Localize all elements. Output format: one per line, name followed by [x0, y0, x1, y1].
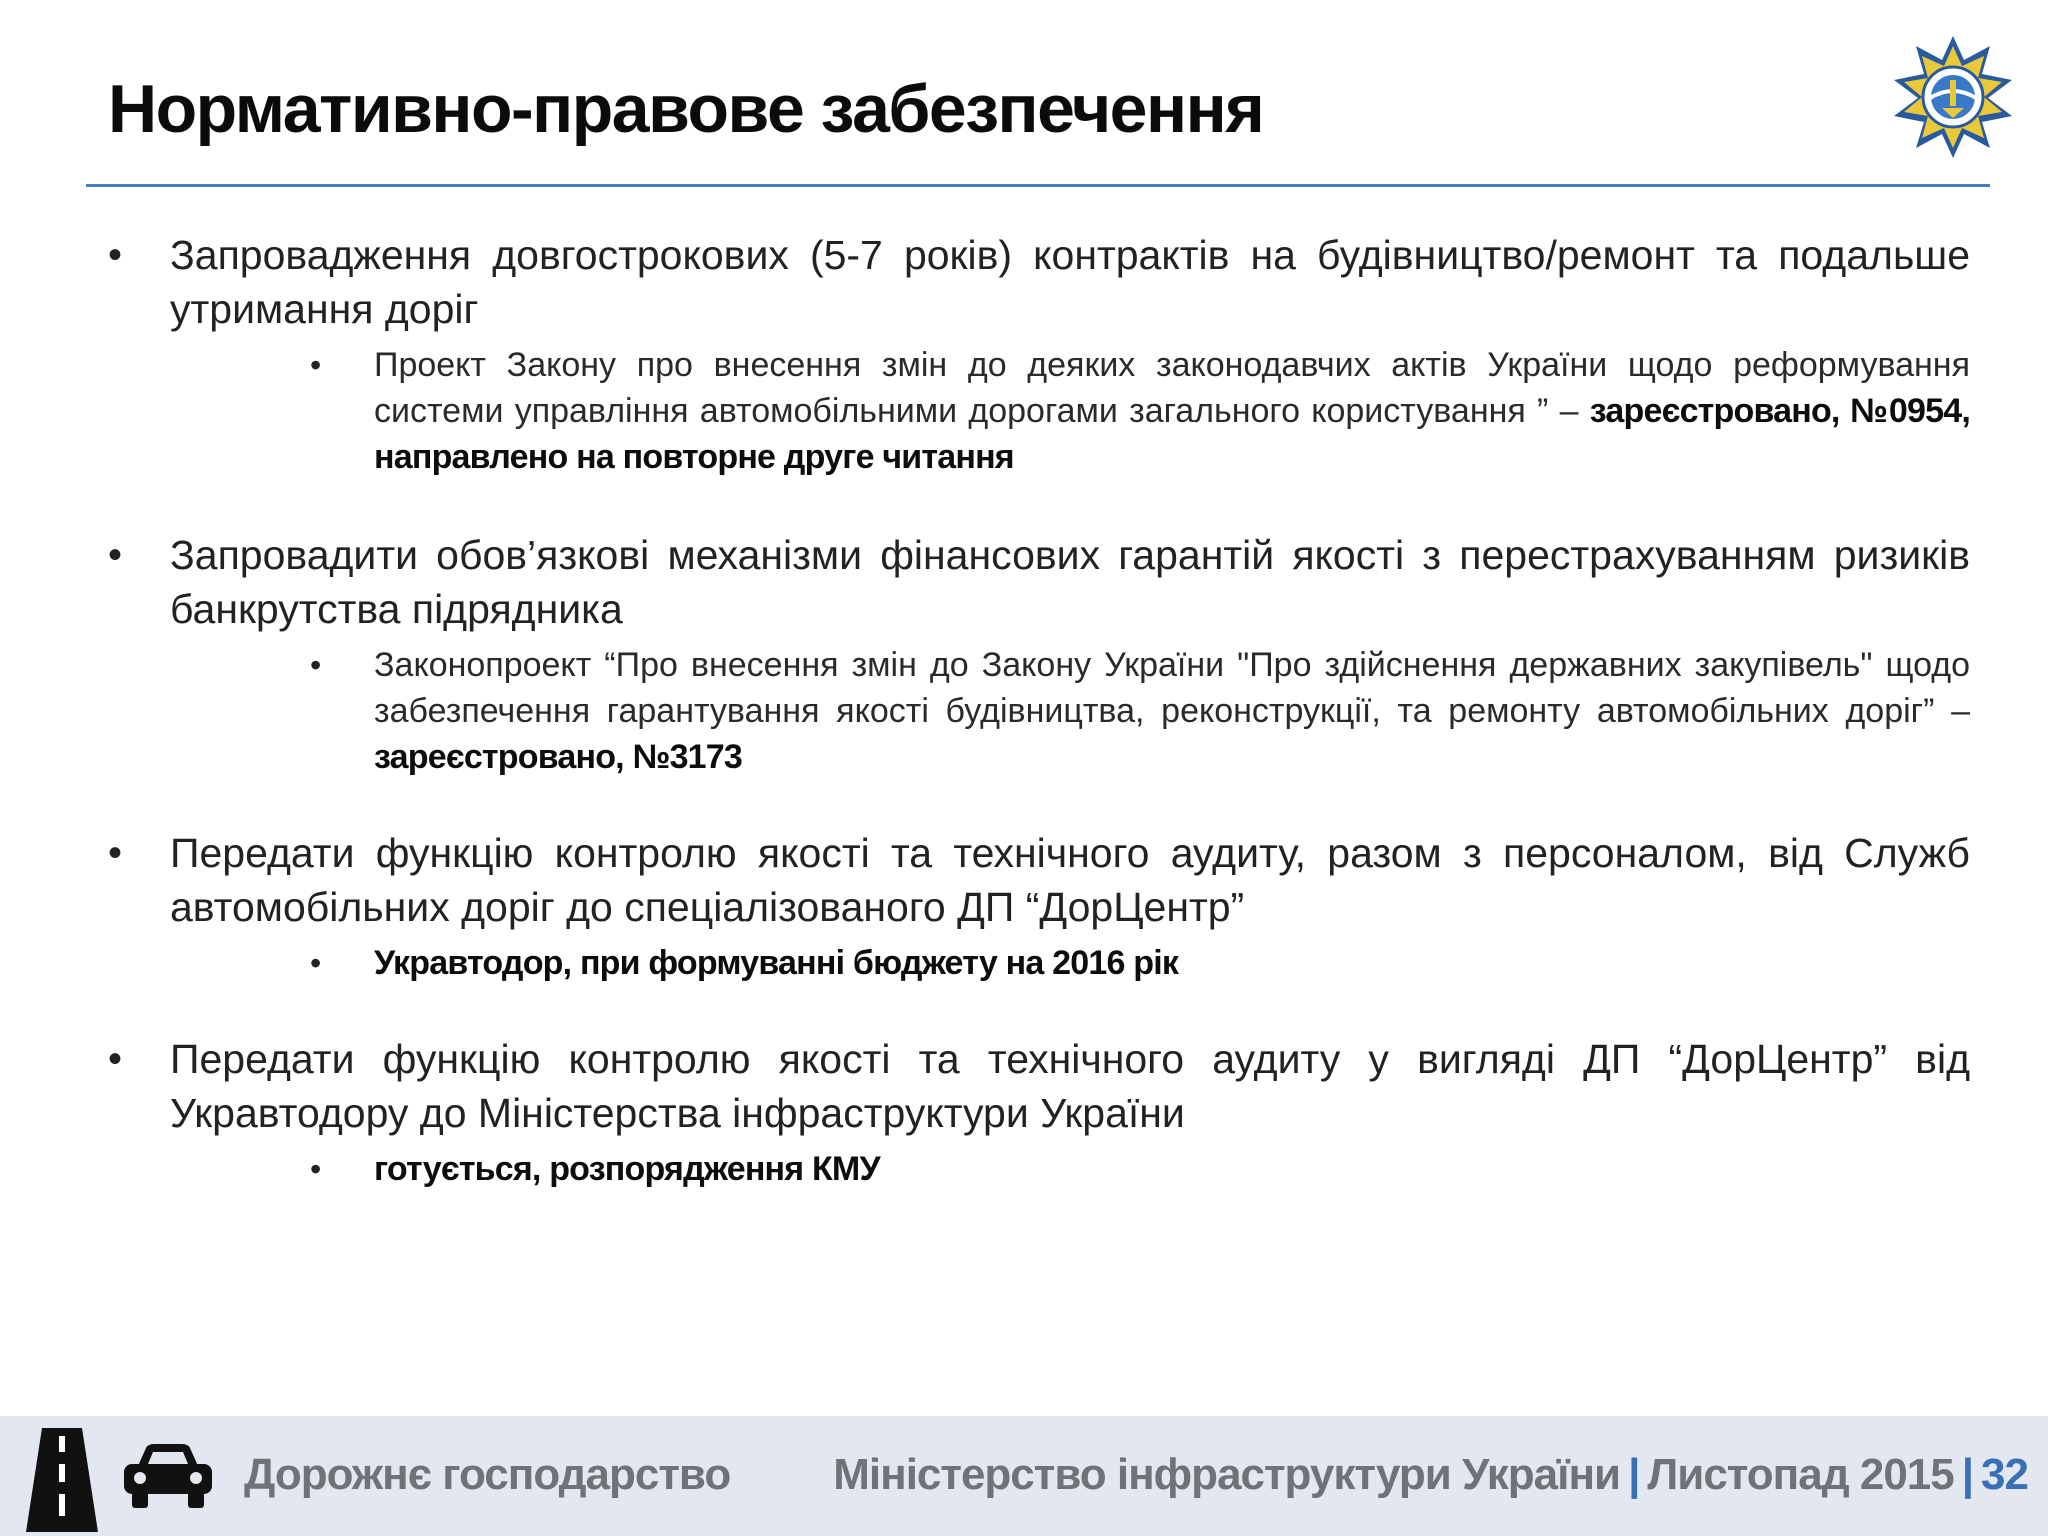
bullet-item: [108, 826, 1970, 986]
sub-bullet-item: [310, 342, 1970, 480]
road-icon: [26, 1428, 98, 1532]
sub-bullet-item: [310, 1146, 1970, 1192]
bullet-text: Запровадження довгострокових (5-7 років) контрактів на будівництво/ремонт та подальше утримання доріг: [170, 232, 1970, 332]
bullet-item: [108, 228, 1970, 480]
sub-bullet-status: зареєстровано, №0954, направлено на повторне друге читання: [374, 392, 1970, 476]
ministry-emblem-icon: [1890, 34, 2016, 160]
sub-bullet-marker: •: [310, 945, 322, 981]
bullet-item: [108, 528, 1970, 780]
page-title: Нормативно-правове забезпечення: [108, 71, 1264, 147]
footer-separator: |: [1961, 1450, 1974, 1499]
footer-ministry: Міністерство інфраструктури України: [833, 1450, 1621, 1499]
title-divider: [86, 184, 1990, 187]
bullet-item: [108, 1032, 1970, 1192]
sub-bullet-plain: Законопроект “Про внесення змін до Закону України "Про здійснення державних закупівель" щодо забезпечення гарантування якості будівництва, реконструкції, та ремонту автомобільних доріг” –: [374, 646, 1970, 730]
sub-bullet-status: Укравтодор, при формуванні бюджету на 2016 рік: [374, 944, 1179, 982]
sub-bullet-item: [310, 940, 1970, 986]
sub-bullet-plain: Проект Закону про внесення змін до деяких законодавчих актів України щодо реформування системи управління автомобільними дорогами загального користування ” –: [374, 346, 1970, 430]
sub-bullet-text: [374, 1146, 1970, 1192]
sub-bullet-text: [374, 940, 1970, 986]
sub-bullet-text: [374, 342, 1970, 480]
footer-info: [833, 1450, 2028, 1500]
sub-bullet-item: [310, 642, 1970, 780]
sub-bullet-status: готується, розпорядження КМУ: [374, 1150, 880, 1188]
sub-bullet-marker: •: [310, 347, 322, 383]
footer-separator: |: [1628, 1450, 1640, 1499]
bullet-text: Передати функцію контролю якості та технічного аудиту, разом з персоналом, від Служб автомобільних доріг до спеціалізованого ДП “ДорЦентр”: [170, 830, 1970, 930]
bullet-marker: •: [108, 233, 123, 277]
sub-bullet-text: [374, 642, 1970, 780]
car-icon: [120, 1440, 216, 1512]
page-number: 32: [1981, 1450, 2028, 1499]
footer-section-label: Дорожнє господарство: [244, 1450, 731, 1499]
bullet-text: Запровадити обов’язкові механізми фінансових гарантій якості з перестрахуванням ризиків банкрутства підрядника: [170, 532, 1970, 632]
sub-bullet-marker: •: [310, 1151, 322, 1187]
bullet-text: Передати функцію контролю якості та технічного аудиту у вигляді ДП “ДорЦентр” від Укравтодору до Міністерства інфраструктури України: [170, 1036, 1970, 1136]
footer-date: Листопад 2015: [1647, 1450, 1954, 1499]
sub-bullet-status: зареєстровано, №3173: [374, 738, 743, 776]
sub-bullet-marker: •: [310, 647, 322, 683]
bullet-marker: •: [108, 1037, 123, 1081]
bullet-marker: •: [108, 831, 123, 875]
bullet-marker: •: [108, 533, 123, 577]
